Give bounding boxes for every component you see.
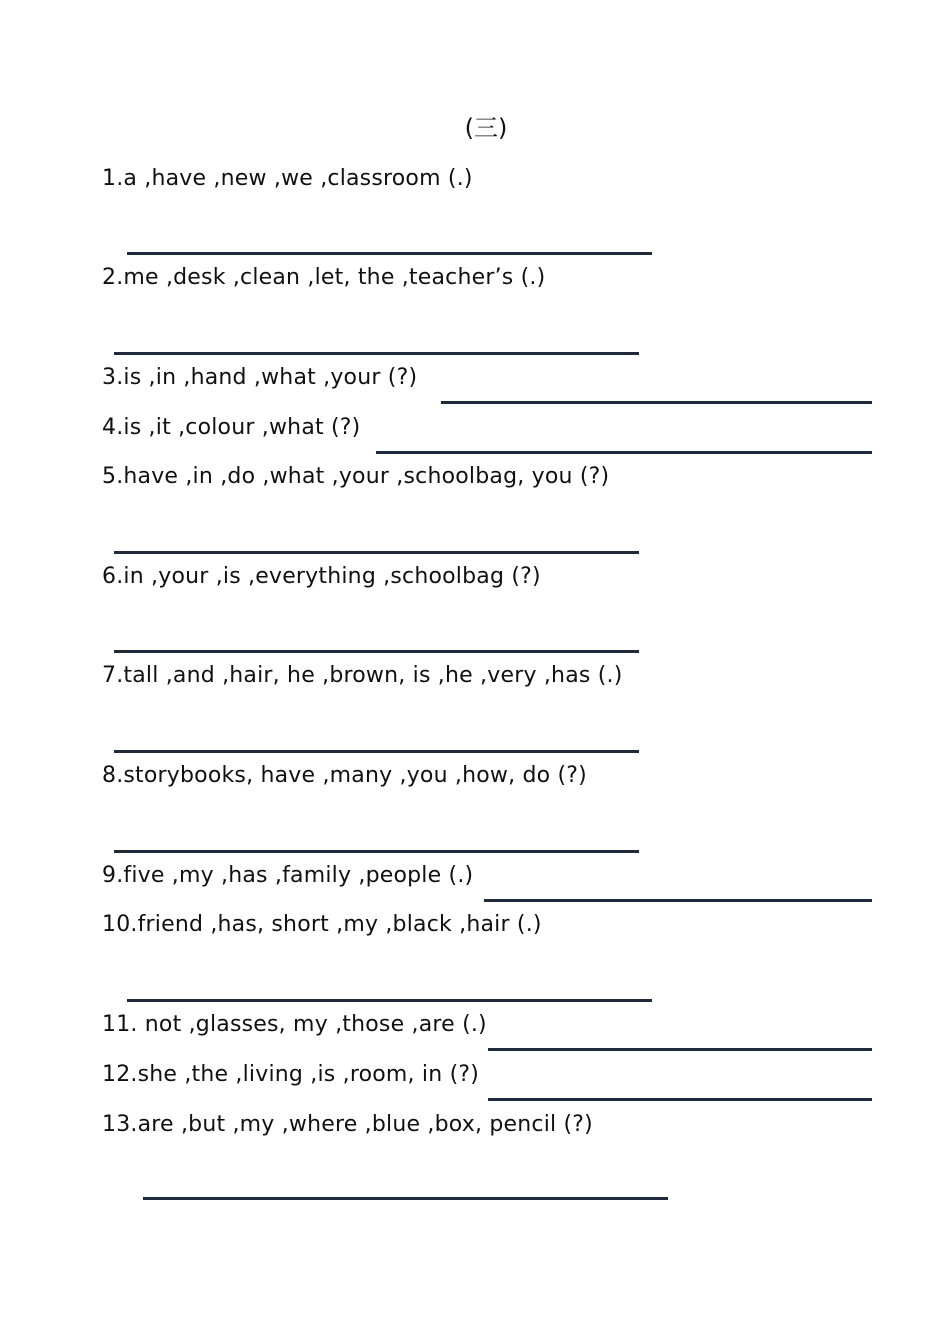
question-4: 4.is ,it ,colour ,what (?) <box>102 415 361 440</box>
question-1: 1.a ,have ,new ,we ,classroom (.) <box>102 166 473 191</box>
answer-line-7[interactable] <box>114 750 639 753</box>
answer-line-11[interactable] <box>488 1048 872 1051</box>
question-3: 3.is ,in ,hand ,what ,your (?) <box>102 365 418 390</box>
question-9: 9.five ,my ,has ,family ,people (.) <box>102 863 474 888</box>
question-7: 7.tall ,and ,hair, he ,brown, is ,he ,very ,has (.) <box>102 663 623 688</box>
question-11: 11. not ,glasses, my ,those ,are (.) <box>102 1012 487 1037</box>
question-13: 13.are ,but ,my ,where ,blue ,box, pencil (?) <box>102 1112 593 1137</box>
answer-line-6[interactable] <box>114 650 639 653</box>
answer-line-3[interactable] <box>441 401 872 404</box>
answer-line-12[interactable] <box>488 1098 872 1101</box>
answer-line-1[interactable] <box>127 252 652 255</box>
answer-line-2[interactable] <box>114 352 639 355</box>
question-8: 8.storybooks, have ,many ,you ,how, do (?) <box>102 763 587 788</box>
answer-line-13[interactable] <box>143 1197 668 1200</box>
question-10: 10.friend ,has, short ,my ,black ,hair (.) <box>102 912 542 937</box>
page-title: (三) <box>464 114 508 142</box>
answer-line-8[interactable] <box>114 850 639 853</box>
answer-line-4[interactable] <box>376 451 872 454</box>
question-5: 5.have ,in ,do ,what ,your ,schoolbag, you (?) <box>102 464 610 489</box>
answer-line-9[interactable] <box>484 899 872 902</box>
question-6: 6.in ,your ,is ,everything ,schoolbag (?) <box>102 564 541 589</box>
answer-line-10[interactable] <box>127 999 652 1002</box>
question-12: 12.she ,the ,living ,is ,room, in (?) <box>102 1062 480 1087</box>
answer-line-5[interactable] <box>114 551 639 554</box>
question-2: 2.me ,desk ,clean ,let, the ,teacher’s (.) <box>102 265 546 290</box>
